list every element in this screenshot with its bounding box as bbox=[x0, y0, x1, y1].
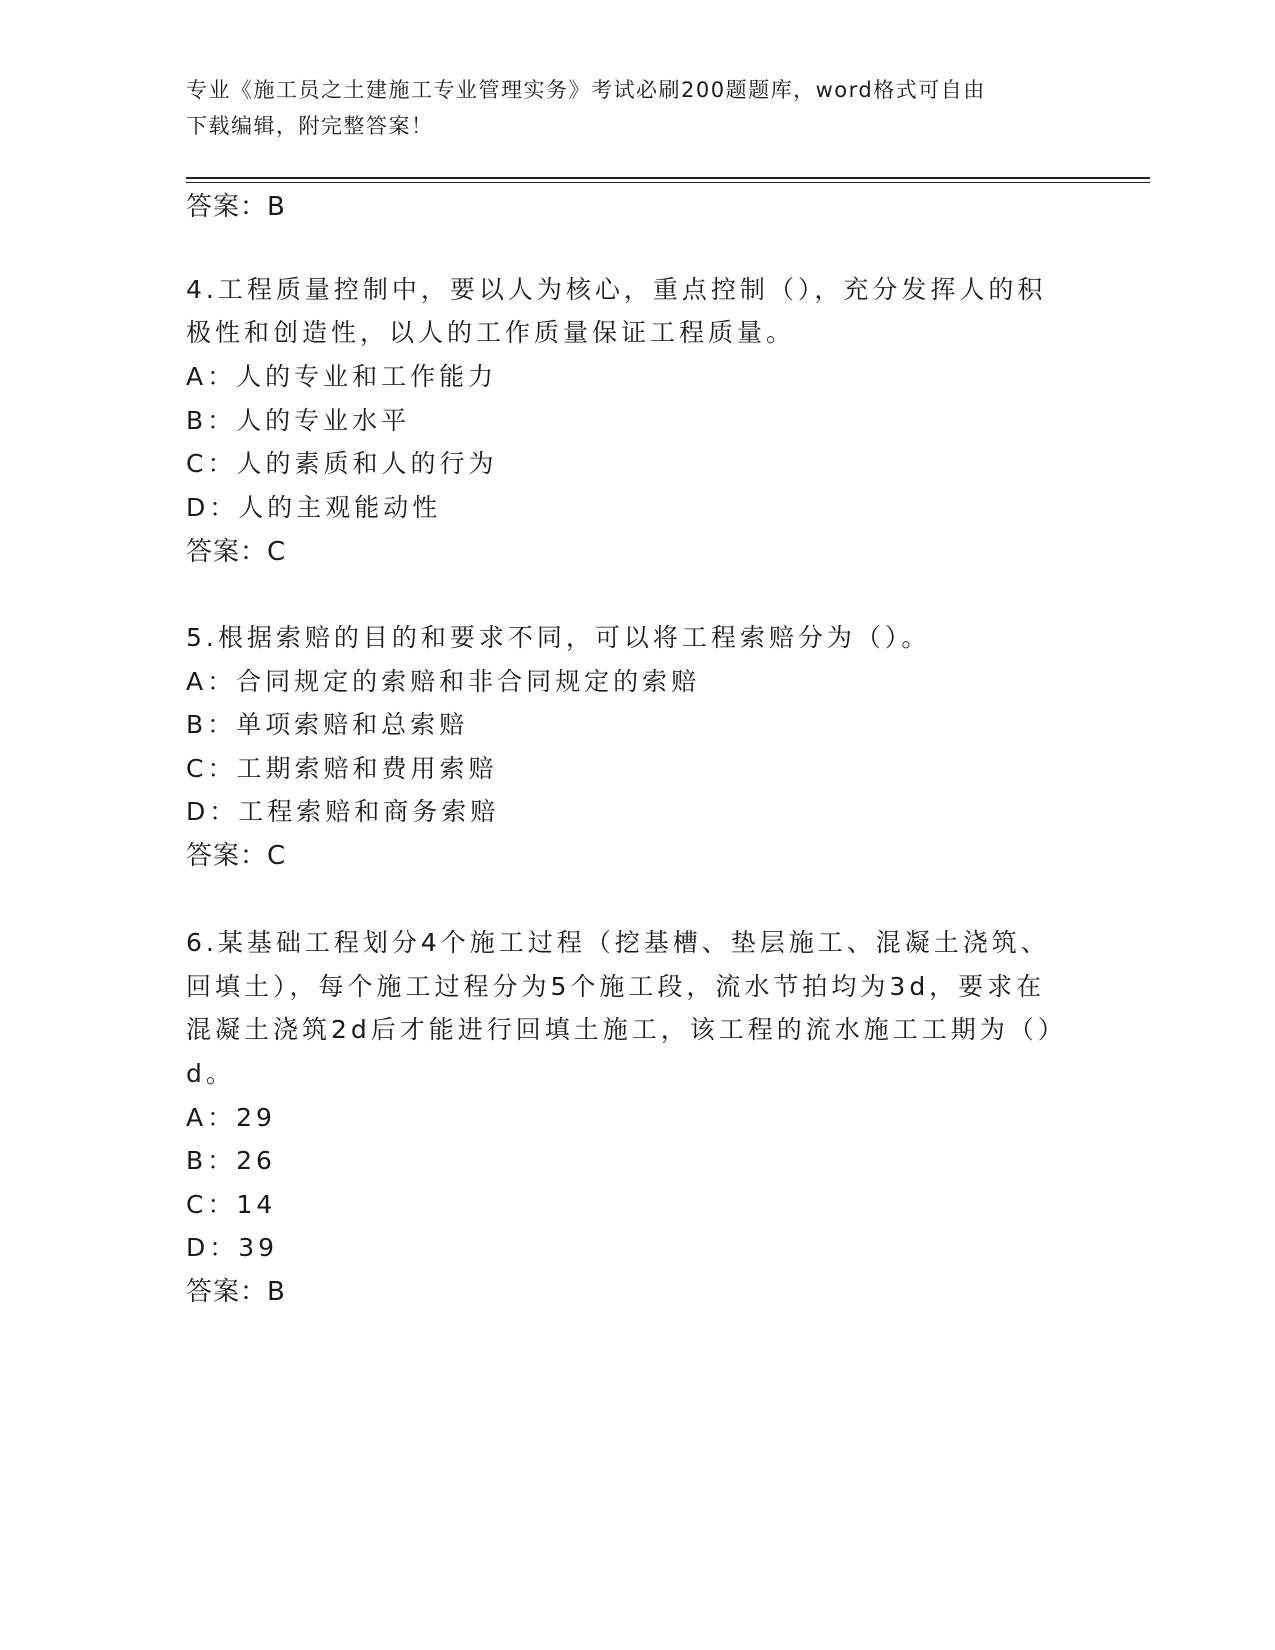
q4-stem-line-2: 极性和创造性，以人的工作质量保证工程质量。 bbox=[186, 318, 796, 347]
header-divider-thick bbox=[186, 177, 1150, 179]
document-header bbox=[186, 72, 1066, 144]
q6-option-c: C：14 bbox=[186, 1190, 277, 1219]
q6-option-a: A：29 bbox=[186, 1103, 276, 1132]
q6-stem-line-4: d。 bbox=[186, 1059, 235, 1088]
answer-q4: 答案：C bbox=[186, 537, 287, 567]
q4-stem-line-1: 4.工程质量控制中，要以人为核心，重点控制（），充分发挥人的积 bbox=[186, 275, 1047, 304]
q6-stem-line-3: 混凝土浇筑2d后才能进行回填土施工，该工程的流水施工工期为（） bbox=[186, 1015, 1067, 1044]
q6-option-d: D：39 bbox=[186, 1233, 279, 1262]
q6-option-b: B：26 bbox=[186, 1146, 276, 1175]
q6-stem-line-1: 6.某基础工程划分4个施工过程（挖基槽、垫层施工、混凝土浇筑、 bbox=[186, 928, 1050, 957]
header-divider-thin bbox=[186, 182, 1150, 183]
header-line-1: 专业《施工员之土建施工专业管理实务》考试必刷200题题库，word格式可自由 bbox=[186, 78, 986, 102]
q4-option-b: B：人的专业水平 bbox=[186, 406, 411, 435]
answer-q3: 答案：B bbox=[186, 192, 286, 222]
header-line-2: 下载编辑，附完整答案！ bbox=[186, 114, 434, 138]
q4-option-a: A：人的专业和工作能力 bbox=[186, 362, 498, 391]
q5-option-c: C：工期索赔和费用索赔 bbox=[186, 754, 498, 783]
q5-option-b: B：单项索赔和总索赔 bbox=[186, 710, 469, 739]
answer-q6: 答案：B bbox=[186, 1277, 286, 1307]
q4-option-c: C：人的素质和人的行为 bbox=[186, 449, 498, 478]
q5-option-d: D：工程索赔和商务索赔 bbox=[186, 797, 500, 826]
q5-stem-line-1: 5.根据索赔的目的和要求不同，可以将工程索赔分为（）。 bbox=[186, 623, 931, 652]
answer-q5: 答案：C bbox=[186, 841, 287, 871]
q4-option-d: D：人的主观能动性 bbox=[186, 493, 442, 522]
q6-stem-line-2: 回填土），每个施工过程分为5个施工段，流水节拍均为3d，要求在 bbox=[186, 972, 1046, 1001]
q5-option-a: A：合同规定的索赔和非合同规定的索赔 bbox=[186, 667, 701, 696]
